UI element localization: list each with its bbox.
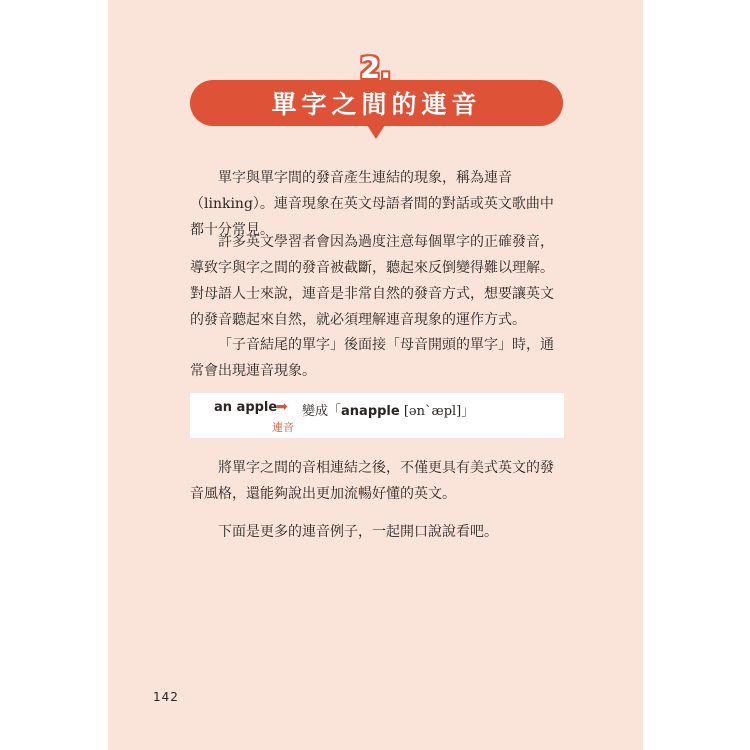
example-result-word: anapple xyxy=(341,404,400,419)
section-title: 單字之間的連音 xyxy=(271,90,482,119)
example-phrase: an apple xyxy=(214,400,278,415)
paragraph: 「子音結尾的單字」後面接「母音開頭的單字」時，通常會出現連音現象。 xyxy=(190,337,554,379)
section-header xyxy=(190,80,563,140)
right-arrow-icon: ➡ xyxy=(276,399,288,415)
paragraph: 將單字之間的音相連結之後，不僅更具有美式英文的發音風格，還能夠說出更加流暢好懂的英文。 xyxy=(190,460,554,502)
example-box xyxy=(190,393,564,438)
paragraph: 單字與單字間的發音產生連結的現象，稱為連音（linking）。連音現象在英文母語者間的對話或英文歌曲中都十分常見。 xyxy=(190,170,554,238)
example-result xyxy=(302,400,474,419)
page-number: 142 xyxy=(153,690,179,704)
section-banner xyxy=(190,80,563,126)
example-label: 連音 xyxy=(272,421,294,434)
example-result-prefix: 變成「 xyxy=(302,404,342,419)
paragraph: 許多英文學習者會因為過度注意每個單字的正確發音，導致字與字之間的發音被截斷，聽起來反倒變得難以理解。對母語人士來說，連音是非常自然的發音方式，想要讓英文的發音聽起來自然，就必須理解連音現象的運作方式。 xyxy=(190,234,554,328)
banner-pointer xyxy=(367,125,385,139)
paragraph: 下面是更多的連音例子，一起開口說說看吧。 xyxy=(218,524,498,540)
example-result-suffix: 」 xyxy=(461,404,475,419)
book-page xyxy=(108,0,643,750)
example-result-ipa: [ən`æpl] xyxy=(399,404,462,419)
section-number: 2. xyxy=(360,51,392,85)
